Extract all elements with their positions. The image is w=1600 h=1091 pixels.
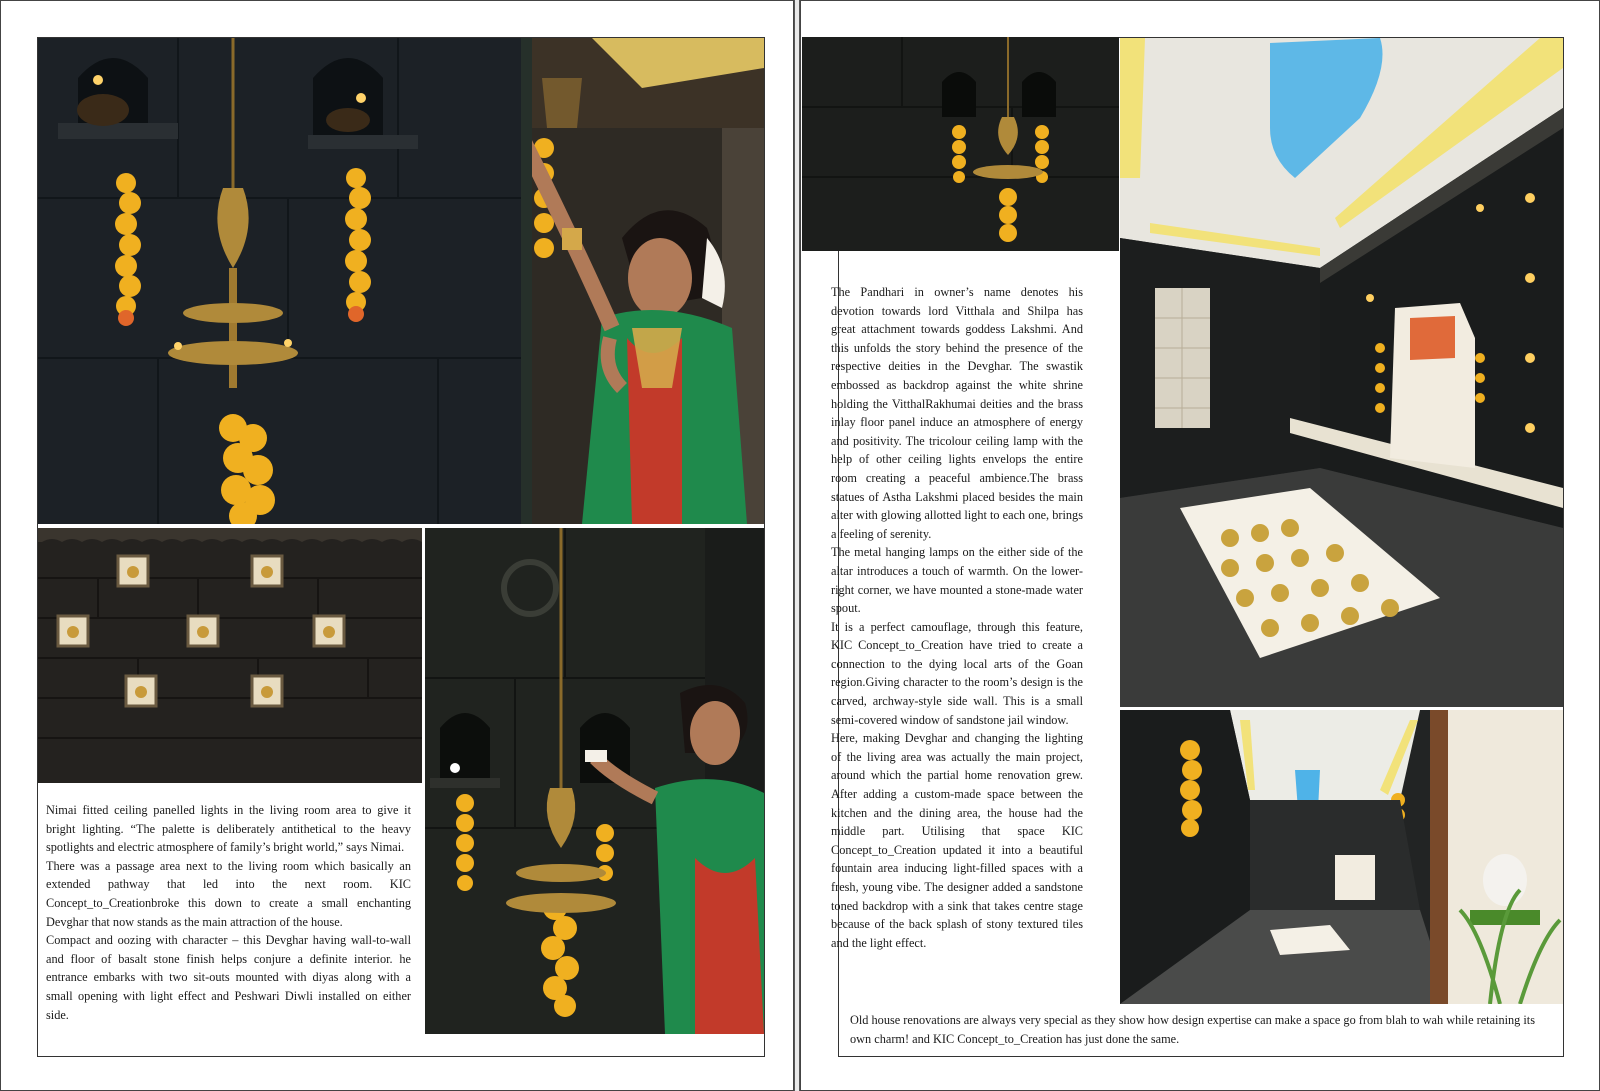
right-paragraph-3: It is a perfect camouflage, through this feature, KIC Concept_to_Creation have tried to create a connection to the dying local arts of the Goan region.Giving character to the room’s design is the carved, archway-style side wall. This is a small semi-covered window of sandstone jail window. — [831, 619, 1083, 727]
photo-woman-lighting-diya — [532, 38, 764, 524]
photo-devghar-room — [1120, 38, 1563, 707]
right-page — [800, 0, 1600, 1091]
left-paragraph-3: Compact and oozing with character – this Devghar having wall-to-wall and floor of basalt stone finish helps conjure a definite interior. he entrance embarks with two sit-outs mounted with diyas along with a small opening with light effect and Peshwari Diwli installed on either side. — [46, 933, 411, 1022]
left-body-text — [46, 801, 411, 1024]
photo-lamp-detail — [802, 37, 1119, 251]
left-paragraph-2: There was a passage area next to the living room which basically an extended pathway that led into the next room. KIC Concept_to_Creationbroke this down to create a small enchanting Devghar that now stands as the main attraction of the house. — [46, 858, 411, 929]
right-paragraph-2: The metal hanging lamps on the either side of the altar introduces a touch of warmth. On the lower-right corner, we have mounted a stone-made water spout. — [831, 545, 1083, 616]
left-page — [0, 0, 794, 1091]
right-paragraph-4: Here, making Devghar and changing the lighting of the living area was actually the main project, around which the partial home renovation grew. After adding a custom-made space between the kitchen and the dining area, the house had the middle part. Utilising that space KIC Concept_to_Creation updated it into a beautiful fountain area inducing light-filled spaces with a fresh, young vibe. The designer added a sandstone toned backdrop with a sink that takes centre stage because of the back splash of stony textured tiles and the light effect. — [831, 731, 1083, 950]
left-paragraph-1: Nimai fitted ceiling panelled lights in the living room area to give it bright lighting. “The palette is deliberately antithetical to the heavy spotlights and electric atmosphere of family’s bright world,” says Nimai. — [46, 803, 411, 855]
right-paragraph-1: The Pandhari in owner’s name denotes his devotion towards lord Vitthala and Shilpa has great attachment towards goddess Lakshmi. And this unfolds the story behind the presence of the respective deities in the Devghar. The swastik embossed as backdrop against the white shrine holding the VitthalRakhumai deities and the brass inlay floor panel induce an atmosphere of energy and positivity. The tricolour ceiling lamp with the help of other ceiling lights envelops the entire room creating a peaceful ambience.The brass statues of Astha Lakshmi placed besides the main alter with glowing allotted light to each one, brings a feeling of serenity. — [831, 285, 1083, 541]
photo-brass-lamp-wall — [38, 38, 532, 524]
right-body-text — [831, 283, 1083, 952]
photo-fountain-corridor — [1120, 710, 1563, 1004]
photo-woman-hanging-lamp — [425, 528, 764, 1034]
photo-wall-niches — [38, 528, 422, 783]
closing-paragraph: Old house renovations are always very special as they show how design expertise can make a space go from blah to wah while retaining its own charm! and KIC Concept_to_Creation has just done the same. — [850, 1013, 1536, 1046]
